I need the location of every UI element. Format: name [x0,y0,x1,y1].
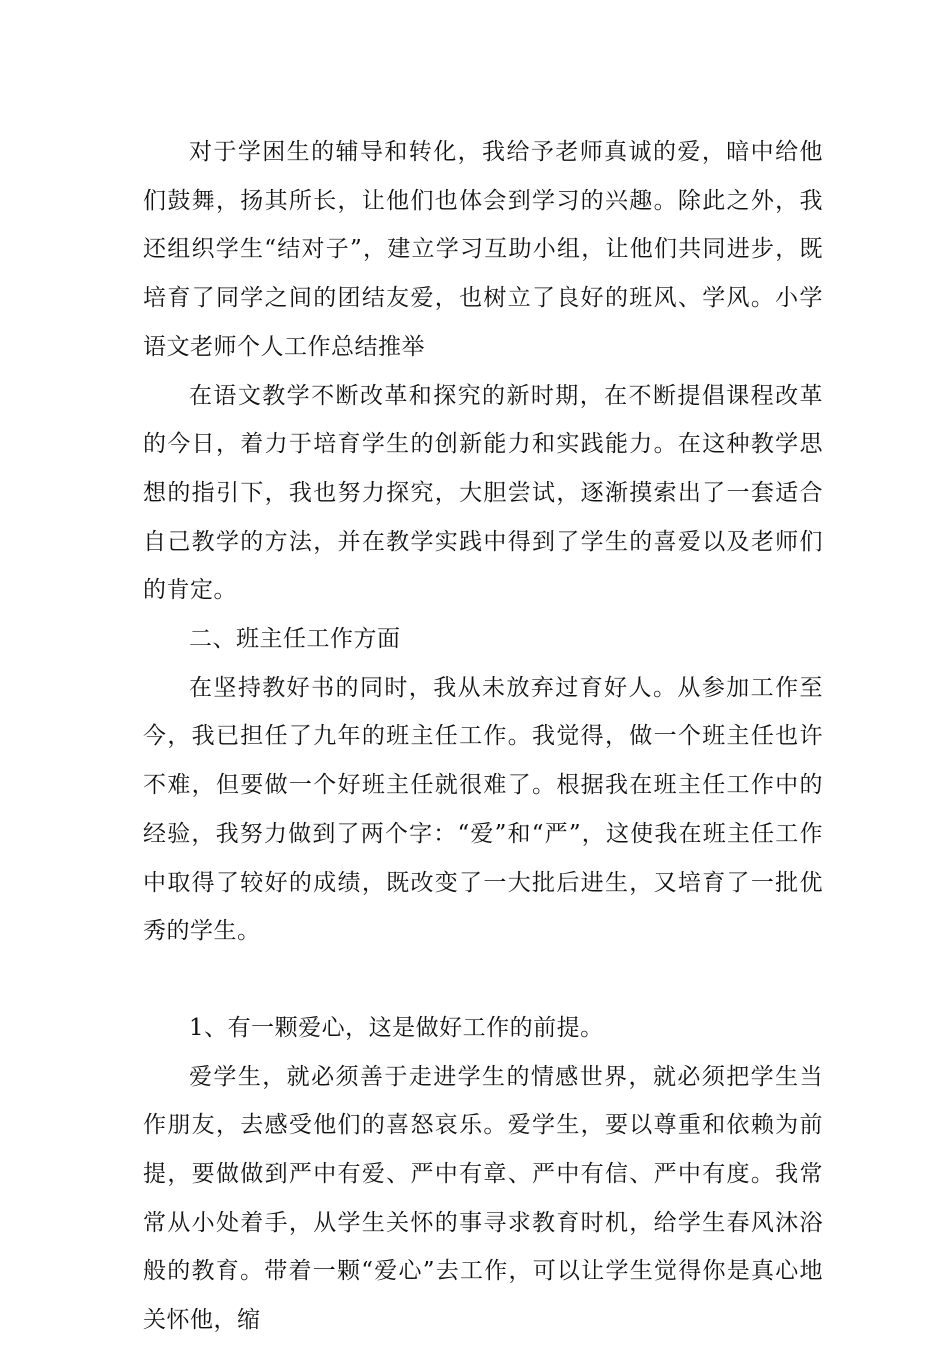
paragraph-gap [143,956,823,1004]
paragraph-loving-students: 爱学生，就必须善于走进学生的情感世界，就必须把学生当作朋友，去感受他们的喜怒哀乐。爱学生，要以尊重和依赖为前提，要做做到严中有爱、严中有章、严中有信、严中有度。我常常从小处着手，从学生关怀的事寻求教育时机，给学生春风沐浴般的教育。带着一颗“爱心”去工作，可以让学生觉得你是真心地关怀他，缩 [143,1063,823,1334]
paragraph-chinese-teaching-reform: 在语文教学不断改革和探究的新时期，在不断提倡课程改革的今日，着力于培育学生的创新能力和实践能力。在这种教学思想的指引下，我也努力探究，大胆尝试，逐渐摸索出了一套适合自己教学的方法，并在教学实践中得到了学生的喜爱以及老师们的肯定。 [143,382,823,604]
paragraph-tutoring-struggling-students: 对于学困生的辅导和转化，我给予老师真诚的爱，暗中给他们鼓舞，扬其所长，让他们也体会到学习的兴趣。除此之外，我还组织学生“结对子”，建立学习互助小组，让他们共同进步，既培育了同学之间的团结友爱，也树立了良好的班风、学风。小学语文老师个人工作总结推举 [143,139,823,360]
section-heading-class-teacher-work: 二、班主任工作方面 [189,626,401,653]
paragraph-class-teacher-experience: 在坚持教好书的同时，我从未放弃过育好人。从参加工作至今，我已担任了九年的班主任工作。我觉得，做一个班主任也许不难，但要做一个好班主任就很难了。根据我在班主任工作中的经验，我努力做到了两个字：“爱”和“严”，这使我在班主任工作中取得了较好的成绩，既改变了一大批后进生，又培育了一批优秀的学生。 [143,674,823,945]
document-body [143,128,823,1345]
subheading-loving-heart: 1、有一颗爱心，这是做好工作的前提。 [189,1014,604,1041]
